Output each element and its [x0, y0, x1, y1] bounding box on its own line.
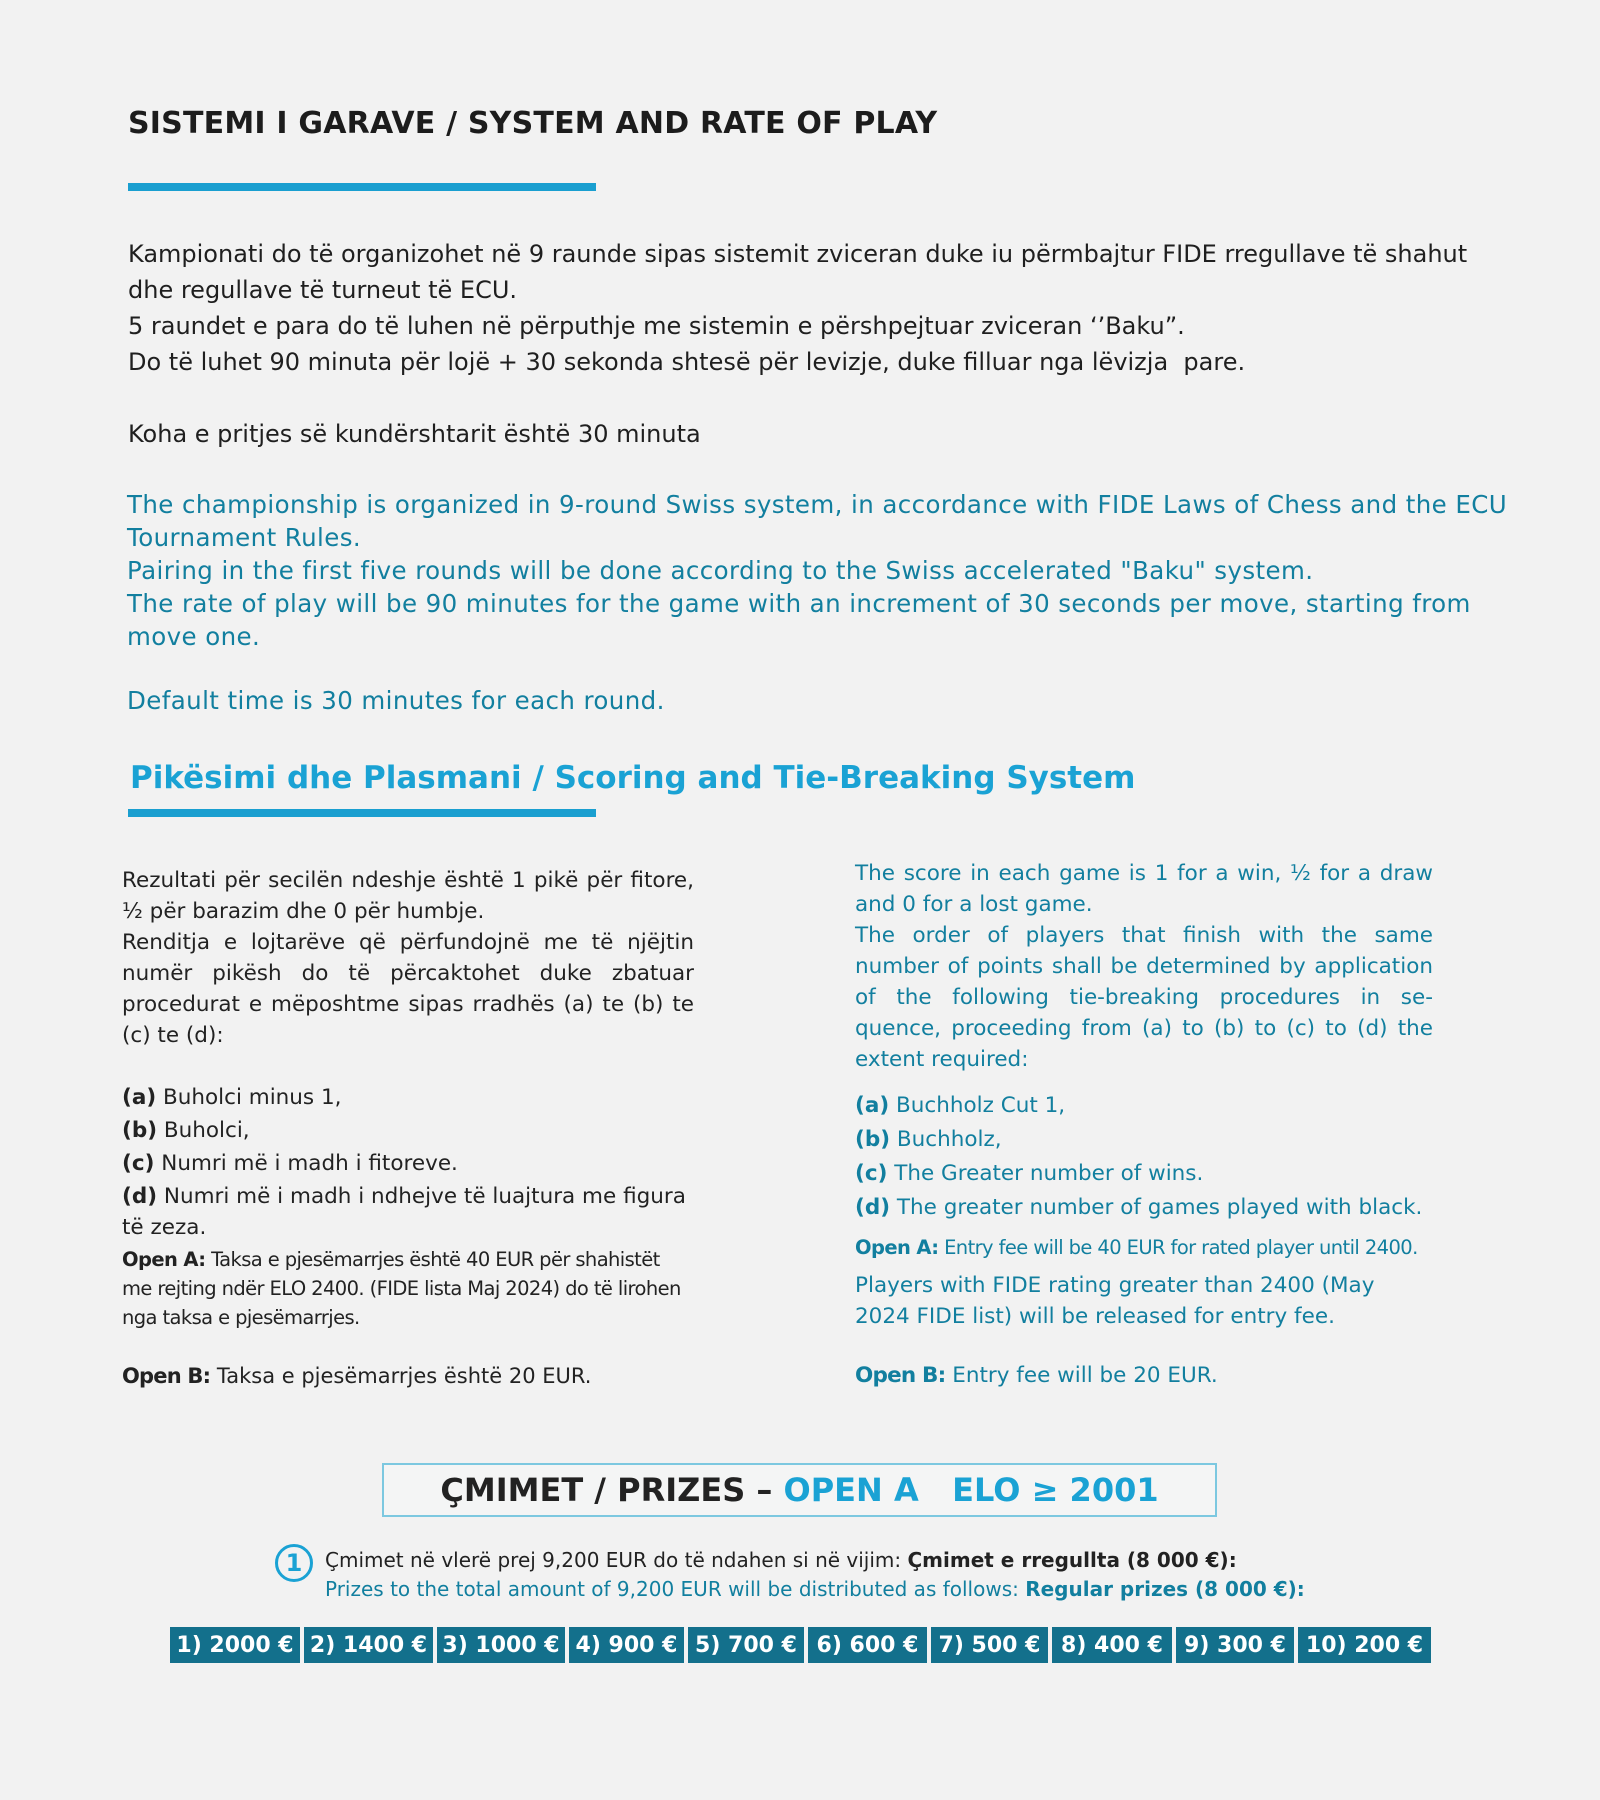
en-paragraph: Pairing in the first five rounds will be done according to the Swiss accelerated "Baku" system. — [127, 556, 1314, 585]
tie-break-item: (a) Buholci minus 1, — [122, 1085, 342, 1110]
al-paragraph: Do të luhet 90 minuta për lojë + 30 sekonda shtesë për levizje, duke filluar nga lëvizja pare. — [128, 348, 1246, 376]
system-english-text — [127, 488, 1527, 653]
open-b-fee: Open B: Entry fee will be 20 EUR. — [855, 1363, 1218, 1388]
open-b-fee: Open B: Taksa e pjesëmarrjes është 20 EUR. — [122, 1364, 592, 1388]
tie-break-item: (c) The Greater number of wins. — [855, 1161, 1204, 1186]
system-albanian-text — [128, 236, 1508, 380]
prizes-description-al: Çmimet në vlerë prej 9,200 EUR do të ndahen si në vijim: Çmimet e rregullta (8 000 €): — [325, 1548, 1237, 1572]
tie-break-intro: The order of players that finish with the same number of points shall be determined by application of the following tie-breaking procedures in se-quence, proceeding from (a) to (b) to (c) to (d) the extent required: — [855, 923, 1433, 1072]
open-a-fee: Open A: Entry fee will be 40 EUR for rated player until 2400. — [855, 1236, 1418, 1259]
tie-break-item: (a) Buchholz Cut 1, — [855, 1093, 1066, 1118]
prizes-title-box — [382, 1463, 1217, 1517]
score-intro: The score in each game is 1 for a win, ½ for a draw and 0 for a lost game. — [855, 861, 1433, 917]
open-a-fee-exemption: Players with FIDE rating greater than 2400 (May 2024 FIDE list) will be released for entry fee. — [855, 1273, 1375, 1329]
en-default-time: Default time is 30 minutes for each round. — [127, 686, 665, 715]
prize-cell: 10) 200 € — [1298, 1627, 1431, 1663]
al-paragraph: Kampionati do të organizohet në 9 raunde sipas sistemit zviceran duke iu përmbajtur FIDE rregullave të shahut dhe regullave të turneut të ECU. — [128, 240, 1475, 304]
score-intro: Rezultati për secilën ndeshje është 1 pikë për fitore, ½ për barazim dhe 0 për humbje. — [122, 868, 694, 924]
tie-break-item: (b) Buchholz, — [855, 1127, 1002, 1152]
tie-break-item: (c) Numri më i madh i fitoreve. — [122, 1151, 458, 1176]
prize-cell: 2) 1400 € — [304, 1627, 433, 1663]
prize-cell: 4) 900 € — [569, 1627, 684, 1663]
tie-break-item: (d) The greater number of games played with black. — [855, 1195, 1423, 1220]
prize-cell: 9) 300 € — [1176, 1627, 1294, 1663]
scoring-albanian-column — [122, 865, 694, 1391]
number-one-icon: 1 — [275, 1544, 313, 1582]
prize-cell: 1) 2000 € — [170, 1627, 300, 1663]
scoring-heading: Pikësimi dhe Plasmani / Scoring and Tie-Breaking System — [130, 760, 1136, 796]
al-default-time: Koha e pritjes së kundërshtarit është 30 minuta — [128, 420, 701, 448]
en-paragraph: The rate of play will be 90 minutes for the game with an increment of 30 seconds per move, starting from move one. — [127, 589, 1471, 651]
prizes-title: ÇMIMET / PRIZES – — [440, 1471, 784, 1509]
prize-cell: 5) 700 € — [688, 1627, 804, 1663]
prize-cell: 8) 400 € — [1052, 1627, 1172, 1663]
en-paragraph: The championship is organized in 9-round Swiss system, in accordance with FIDE Laws of Chess and the ECU Tournament Rules. — [127, 490, 1508, 552]
prizes-description-en: Prizes to the total amount of 9,200 EUR will be distributed as follows: Regular prizes (8 000 €): — [325, 1577, 1305, 1601]
tie-break-intro: Renditja e lojtarëve që përfundojnë me të njëjtin numër pikësh do të përcaktohet duke zbatuar procedurat e mëposhtme sipas rradhës (a) te (b) te (c) te (d): — [122, 930, 694, 1048]
scoring-english-column — [855, 858, 1433, 1391]
prize-cell: 6) 600 € — [808, 1627, 927, 1663]
heading-underline — [128, 809, 596, 817]
tie-break-item: (d) Numri më i madh i ndhejve të luajtura me figura të zeza. — [122, 1184, 686, 1240]
heading-underline — [128, 183, 596, 191]
prize-list — [170, 1627, 1431, 1663]
prize-cell: 3) 1000 € — [437, 1627, 565, 1663]
prizes-title-accent: OPEN A ELO ≥ 2001 — [783, 1471, 1159, 1509]
open-a-fee: Open A: Taksa e pjesëmarrjes është 40 EUR për shahistët me rejting ndër ELO 2400. (FIDE lista Maj 2024) do të lirohen nga taksa e pjesëmarrjes. — [122, 1248, 681, 1329]
tie-break-item: (b) Buholci, — [122, 1118, 250, 1143]
system-heading: SISTEMI I GARAVE / SYSTEM AND RATE OF PLAY — [128, 106, 938, 141]
prize-cell: 7) 500 € — [931, 1627, 1048, 1663]
al-paragraph: 5 raundet e para do të luhen në përputhje me sistemin e përshpejtuar zviceran ‘’Baku”. — [128, 312, 1185, 340]
